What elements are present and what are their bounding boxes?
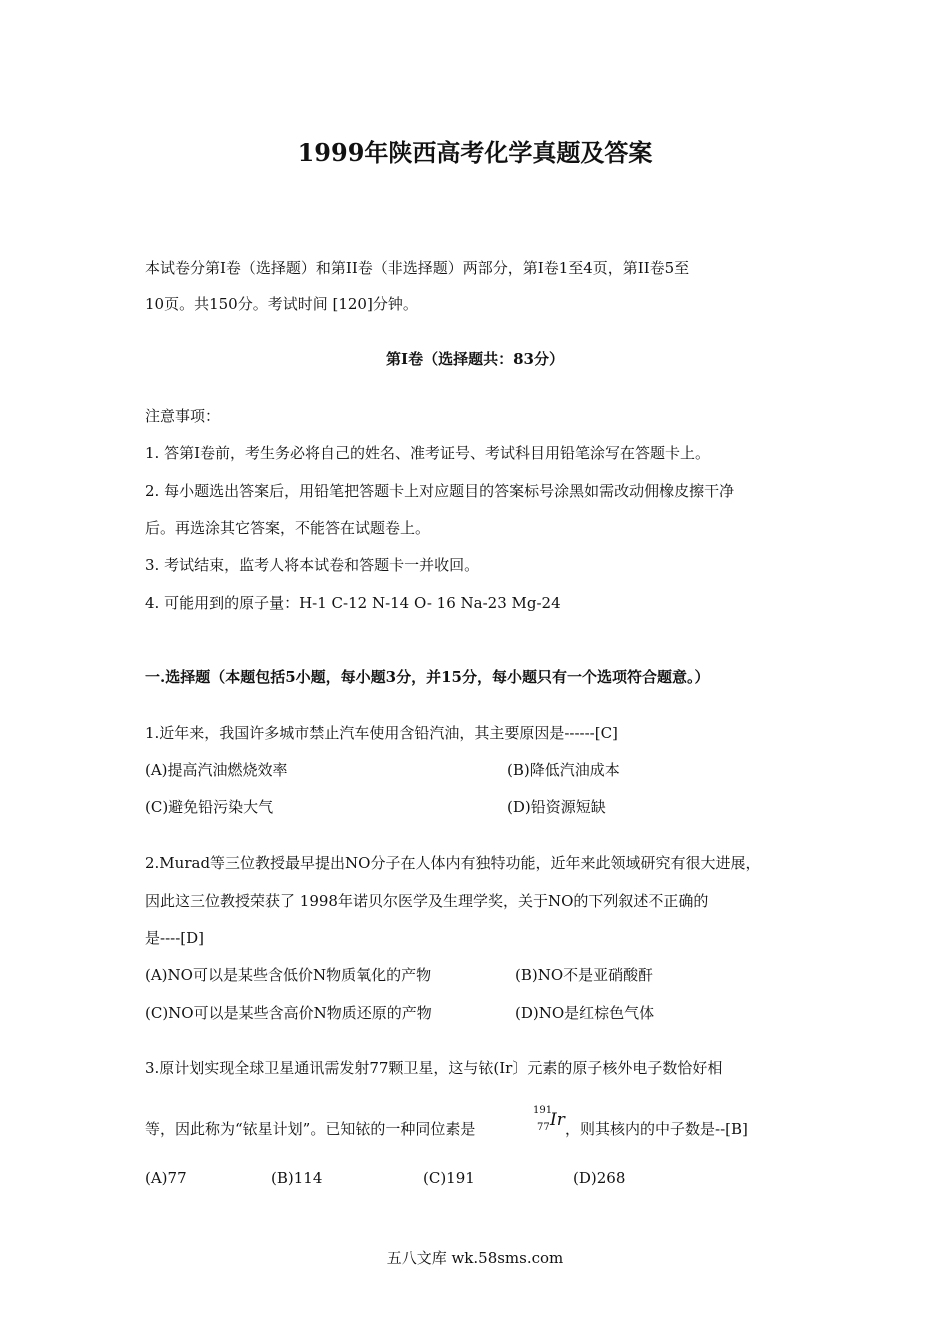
question-3-option-d: (D)268 [573,1169,626,1187]
question-3-stem-line-2b: ，则其核内的中子数是--[B] [565,1120,748,1138]
question-2-stem-line-2: 因此这三位教授荣获了 1998年诺贝尔医学及生理学奖，关于NO的下列叙述不正确的 [145,892,709,910]
note-item: 3. 考试结束，监考人将本试卷和答题卡一并收回。 [145,556,480,574]
question-1-option-b: (B)降低汽油成本 [507,761,620,779]
intro-line-2: 10页。共150分。考试时间 [120]分钟。 [145,295,418,313]
footer-watermark: 五八文库 wk.58sms.com [386,1249,564,1267]
isotope-symbol: Ir [550,1110,565,1130]
question-3-stem-line-2a: 等，因此称为“铱星计划”。已知铱的一种同位素是 [145,1120,476,1138]
question-1-option-d: (D)铅资源短缺 [507,798,606,816]
question-2-option-b: (B)NO不是亚硝酸酐 [515,966,654,984]
notes-heading: 注意事项： [145,407,221,425]
question-1-stem: 1.近年来，我国许多城市禁止汽车使用含铅汽油，其主要原因是------[C] [145,724,618,742]
note-item: 1. 答第Ⅰ卷前，考生务必将自己的姓名、准考证号、考试科目用铅笔涂写在答题卡上。 [145,444,711,462]
question-2-option-c: (C)NO可以是某些含高价N物质还原的产物 [145,1004,432,1022]
note-item: 后。再选涂其它答案，不能答在试题卷上。 [145,519,431,537]
question-2-option-a: (A)NO可以是某些含低价N物质氧化的产物 [145,966,432,984]
question-3-stem-line-1: 3.原计划实现全球卫星通讯需发射77颗卫星，这与铱(Ir〕元素的原子核外电子数恰好相 [145,1059,723,1077]
question-3-option-b: (B)114 [271,1169,323,1187]
isotope-mass-number: 191 [533,1105,553,1116]
note-item: 2. 每小题选出答案后，用铅笔把答题卡上对应题目的答案标号涂黑如需改动佣橡皮擦干净 [145,482,735,500]
note-item: 4. 可能用到的原子量：H-1 C-12 N-14 O- 16 Na-23 Mg-24 [145,594,561,612]
document-title: 1999年陕西高考化学真题及答案 [297,138,653,167]
intro-line-1: 本试卷分第Ⅰ卷（选择题）和第II卷（非选择题）两部分，第Ⅰ卷1至4页，第II卷5至 [145,259,690,277]
question-2-option-d: (D)NO是红棕色气体 [515,1004,655,1022]
question-2-stem-line-3: 是----[D] [145,929,205,947]
question-3-option-a: (A)77 [145,1169,187,1187]
question-2-stem-line-1: 2.Murad等三位教授最早提出NO分子在人体内有独特功能，近年来此领域研究有很大进展， [145,854,761,872]
question-3-option-c: (C)191 [423,1169,475,1187]
isotope-atomic-number: 77 [537,1122,550,1133]
question-1-option-c: (C)避免铅污染大气 [145,798,274,816]
part1-heading: 第Ⅰ卷（选择题共：83分） [386,350,564,368]
question-1-option-a: (A)提高汽油燃烧效率 [145,761,288,779]
section1-heading: 一.选择题（本题包括5小题，每小题3分，并15分，每小题只有一个选项符合题意。） [145,668,710,686]
